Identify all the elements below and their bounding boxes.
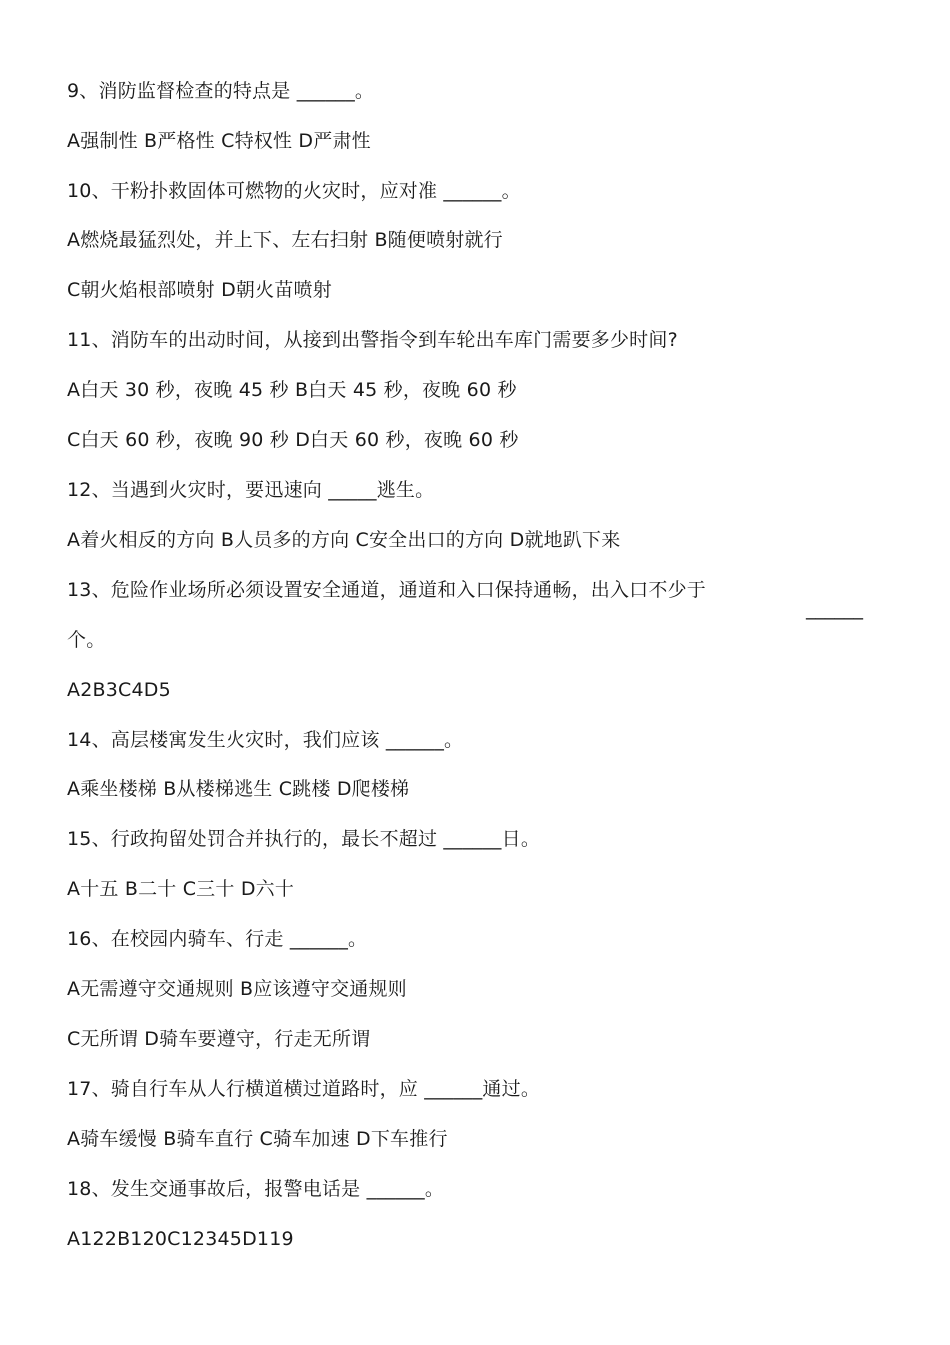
options-17: A骑车缓慢 B骑车直行 C骑车加速 D下车推行 [67, 1128, 448, 1150]
options-11-c-d: C白天 60 秒，夜晚 90 秒 D白天 60 秒，夜晚 60 秒 [67, 429, 519, 451]
question-18: 18、发生交通事故后，报警电话是 ______。 [67, 1178, 445, 1200]
options-18: A122B120C12345D119 [67, 1228, 294, 1250]
options-14: A乘坐楼梯 B从楼梯逃生 C跳楼 D爬楼梯 [67, 778, 410, 800]
options-12: A着火相反的方向 B人员多的方向 C安全出口的方向 D就地趴下来 [67, 529, 621, 551]
question-9: 9、消防监督检查的特点是 ______。 [67, 80, 375, 102]
question-10: 10、干粉扑救固体可燃物的火灾时，应对准 ______。 [67, 180, 521, 202]
question-11: 11、消防车的出动时间，从接到出警指令到车轮出车库门需要多少时间? [67, 329, 678, 351]
options-16-a-b: A无需遵守交通规则 B应该遵守交通规则 [67, 978, 407, 1000]
question-15: 15、行政拘留处罚合并执行的，最长不超过 ______日。 [67, 828, 541, 850]
options-15: A十五 B二十 C三十 D六十 [67, 878, 295, 900]
question-14: 14、高层楼寓发生火灾时，我们应该 ______。 [67, 729, 464, 751]
options-9: A强制性 B严格性 C特权性 D严肃性 [67, 130, 371, 152]
question-16: 16、在校园内骑车、行走 ______。 [67, 928, 368, 950]
question-17: 17、骑自行车从人行横道横过道路时，应 ______通过。 [67, 1078, 541, 1100]
question-13-cont: 个。 [67, 629, 106, 651]
options-13: A2B3C4D5 [67, 679, 171, 701]
options-10-c-d: C朝火焰根部喷射 D朝火苗喷射 [67, 279, 332, 301]
question-13-blank: ______ [806, 598, 863, 620]
options-10-a-b: A燃烧最猛烈处，并上下、左右扫射 B随便喷射就行 [67, 229, 503, 251]
question-13: 13、危险作业场所必须设置安全通道，通道和入口保持通畅，出入口不少于 [67, 579, 706, 601]
options-16-c-d: C无所谓 D骑车要遵守，行走无所谓 [67, 1028, 371, 1050]
options-11-a-b: A白天 30 秒，夜晚 45 秒 B白天 45 秒，夜晚 60 秒 [67, 379, 517, 401]
question-12: 12、当遇到火灾时，要迅速向 _____逃生。 [67, 479, 435, 501]
